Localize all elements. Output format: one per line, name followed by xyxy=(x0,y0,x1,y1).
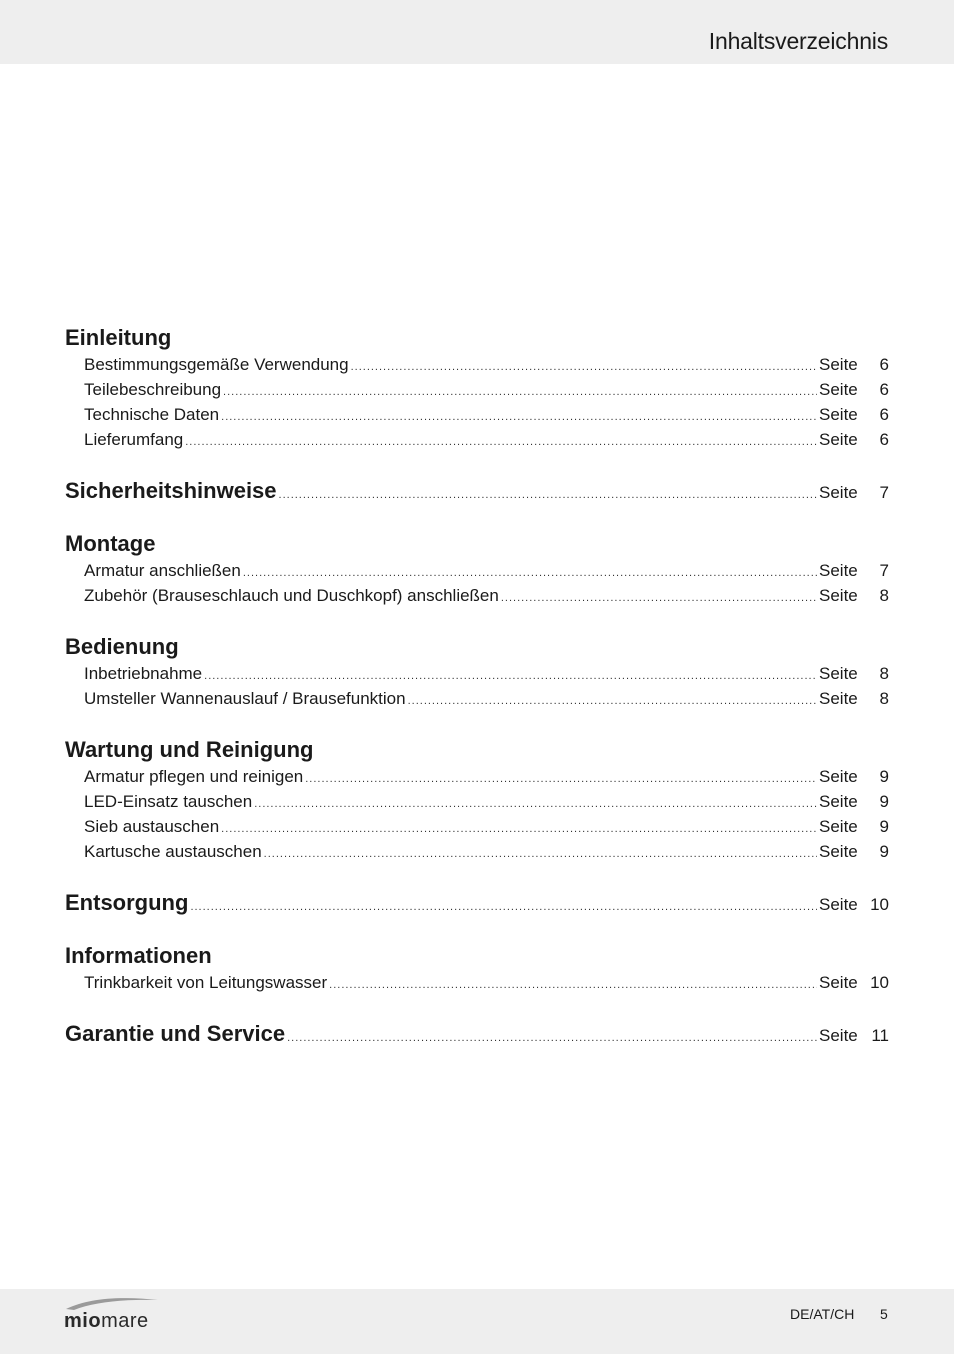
toc-entry[interactable] xyxy=(65,583,889,608)
dot-leader xyxy=(329,973,817,998)
page-number: 9 xyxy=(879,767,889,786)
seite-label: Seite xyxy=(819,405,858,424)
seite-label: Seite xyxy=(819,483,858,502)
seite-label: Seite xyxy=(819,355,858,374)
page-number: 9 xyxy=(879,842,889,861)
seite-label: Seite xyxy=(819,842,858,861)
section-heading: Wartung und Reinigung xyxy=(65,737,314,762)
brand-logo xyxy=(64,1296,164,1336)
dot-leader xyxy=(287,1024,817,1052)
seite-label: Seite xyxy=(819,895,858,914)
entry-title: Bestimmungsgemäße Verwendung xyxy=(84,355,349,374)
section-heading: Sicherheitshinweise xyxy=(65,478,277,503)
section-heading: Bedienung xyxy=(65,634,179,659)
page-number: 6 xyxy=(879,430,889,449)
toc-heading-entry[interactable] xyxy=(65,889,889,917)
header-band xyxy=(0,0,954,64)
seite-label: Seite xyxy=(819,664,858,683)
toc-entry[interactable] xyxy=(65,970,889,995)
logo-part-mare: mare xyxy=(101,1310,149,1332)
toc-section-bedienung xyxy=(65,633,889,711)
entry-title: Technische Daten xyxy=(84,405,220,424)
page-number: 8 xyxy=(879,664,889,683)
dot-leader xyxy=(264,842,817,867)
toc-entry[interactable] xyxy=(65,402,889,427)
seite-label: Seite xyxy=(819,817,858,836)
toc-entry[interactable] xyxy=(65,764,889,789)
toc-section-entsorgung xyxy=(65,889,889,917)
toc-section-einleitung xyxy=(65,324,889,452)
logo-wordmark xyxy=(64,1310,149,1333)
toc-entry[interactable] xyxy=(65,352,889,377)
entry-title: Lieferumfang xyxy=(84,430,184,449)
page-number: 6 xyxy=(879,405,889,424)
seite-label: Seite xyxy=(819,767,858,786)
toc-entry[interactable] xyxy=(65,377,889,402)
dot-leader xyxy=(279,481,817,509)
dot-leader xyxy=(351,355,817,380)
page-number: 10 xyxy=(870,895,889,914)
toc-heading-entry[interactable] xyxy=(65,1020,889,1048)
seite-label: Seite xyxy=(819,973,858,992)
footer-page-number: 5 xyxy=(880,1306,888,1322)
toc-section-garantie xyxy=(65,1020,889,1048)
section-heading: Informationen xyxy=(65,943,212,968)
toc-section-montage xyxy=(65,530,889,608)
page-number: 6 xyxy=(879,355,889,374)
dot-leader xyxy=(185,430,817,455)
toc-section-sicherheitshinweise xyxy=(65,477,889,505)
logo-part-mio: mio xyxy=(64,1310,102,1332)
section-heading: Montage xyxy=(65,531,156,556)
entry-title: Umsteller Wannenauslauf / Brausefunktion xyxy=(84,689,406,708)
page-number: 7 xyxy=(879,483,889,502)
toc-heading-entry[interactable] xyxy=(65,477,889,505)
entry-title: Armatur pflegen und reinigen xyxy=(84,767,304,786)
toc-section-wartung xyxy=(65,736,889,864)
entry-title: Sieb austauschen xyxy=(84,817,220,836)
toc-entry[interactable] xyxy=(65,661,889,686)
toc-section-informationen xyxy=(65,942,889,995)
page-title: Inhaltsverzeichnis xyxy=(708,28,888,54)
entry-title: Inbetriebnahme xyxy=(84,664,203,683)
page-number: 6 xyxy=(879,380,889,399)
page-number: 8 xyxy=(879,689,889,708)
section-heading: Einleitung xyxy=(65,325,172,350)
entry-title: Trinkbarkeit von Leitungswasser xyxy=(84,973,328,992)
dot-leader xyxy=(221,817,817,842)
dot-leader xyxy=(501,586,817,611)
seite-label: Seite xyxy=(819,586,858,605)
toc-entry[interactable] xyxy=(65,558,889,583)
page-number: 9 xyxy=(879,817,889,836)
dot-leader xyxy=(190,893,817,921)
page-number: 10 xyxy=(870,973,889,992)
table-of-contents xyxy=(65,324,889,1073)
toc-entry[interactable] xyxy=(65,789,889,814)
toc-entry[interactable] xyxy=(65,839,889,864)
toc-entry[interactable] xyxy=(65,686,889,711)
page-number: 8 xyxy=(879,586,889,605)
toc-entry[interactable] xyxy=(65,814,889,839)
entry-title: Armatur anschließen xyxy=(84,561,241,580)
dot-leader xyxy=(223,380,817,405)
page-number: 9 xyxy=(879,792,889,811)
page-number: 7 xyxy=(879,561,889,580)
seite-label: Seite xyxy=(819,561,858,580)
section-heading: Entsorgung xyxy=(65,890,189,915)
dot-leader xyxy=(221,405,817,430)
entry-title: LED-Einsatz tauschen xyxy=(84,792,253,811)
seite-label: Seite xyxy=(819,689,858,708)
entry-title: Kartusche austauschen xyxy=(84,842,262,861)
toc-entry[interactable] xyxy=(65,427,889,452)
section-heading: Garantie und Service xyxy=(65,1021,286,1046)
seite-label: Seite xyxy=(819,380,858,399)
dot-leader xyxy=(408,689,817,714)
seite-label: Seite xyxy=(819,1026,858,1045)
dot-leader xyxy=(305,767,817,792)
entry-title: Teilebeschreibung xyxy=(84,380,222,399)
entry-title: Zubehör (Brauseschlauch und Duschkopf) anschließen xyxy=(84,586,499,605)
page-number: 11 xyxy=(871,1026,889,1045)
footer-language-codes: DE/AT/CH xyxy=(790,1306,855,1322)
seite-label: Seite xyxy=(819,430,858,449)
seite-label: Seite xyxy=(819,792,858,811)
dot-leader xyxy=(254,792,817,817)
